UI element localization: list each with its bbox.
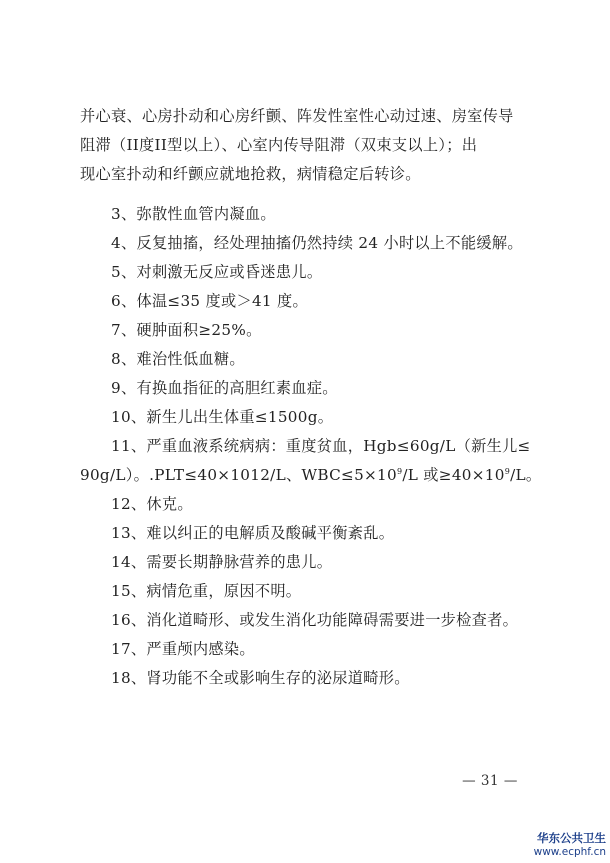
list-item-9: 9、有换血指征的高胆红素血症。: [111, 379, 338, 397]
list-item-13: 13、难以纠正的电解质及酸碱平衡紊乱。: [111, 524, 395, 542]
intro-line-2: 阻滞（II度II型以上）、心室内传导阻滞（双束支以上）；出: [80, 136, 478, 154]
list-item-7: 7、硬肿面积≥25%。: [111, 321, 262, 339]
superscript-exponent: 9: [504, 467, 511, 476]
watermark-url: www.ecphf.cn: [533, 846, 606, 858]
list-item-11-line-1: 11、严重血液系统病病：重度贫血，Hgb≤60g/L（新生儿≤: [111, 437, 531, 455]
list-item-15: 15、病情危重，原因不明。: [111, 582, 302, 600]
intro-paragraph: [80, 102, 532, 189]
intro-line-1: 并心衰、心房扑动和心房纤颤、阵发性室性心动过速、房室传导: [80, 107, 514, 125]
list-item-12: 12、休克。: [111, 495, 193, 513]
list-item-3: 3、弥散性血管内凝血。: [111, 205, 276, 223]
watermark-name: 华东公共卫生: [537, 831, 606, 845]
page-number: — 31 —: [462, 773, 518, 789]
list-item-8: 8、难治性低血糖。: [111, 350, 245, 368]
list-item-14: 14、需要长期静脉营养的患儿。: [111, 553, 333, 571]
list-item-11-line-2: 90g/L）。.PLT≤40×1012/L、$WBC\le 5\times 10^9/L$ 或$\ge 40\times 10^9/L$。: [80, 466, 542, 484]
watermark: [534, 831, 606, 859]
list-item-16: 16、消化道畸形、或发生消化功能障碍需要进一步检查者。: [111, 611, 519, 629]
list-item-17: 17、严重颅内感染。: [111, 640, 255, 658]
list-item-18: 18、肾功能不全或影响生存的泌尿道畸形。: [111, 669, 410, 687]
intro-line-3: 现心室扑动和纤颤应就地抢救，病情稳定后转诊。: [80, 165, 421, 183]
list-item-10: 10、新生儿出生体重≤1500g。: [111, 408, 334, 426]
list-item-5: 5、对刺激无反应或昏迷患儿。: [111, 263, 323, 281]
list-item-4: 4、反复抽搐，经处理抽搐仍然持续 24 小时以上不能缓解。: [111, 234, 523, 252]
superscript-exponent: 9: [396, 467, 403, 476]
list-item-6: 6、体温≤35 度或＞41 度。: [111, 292, 308, 310]
